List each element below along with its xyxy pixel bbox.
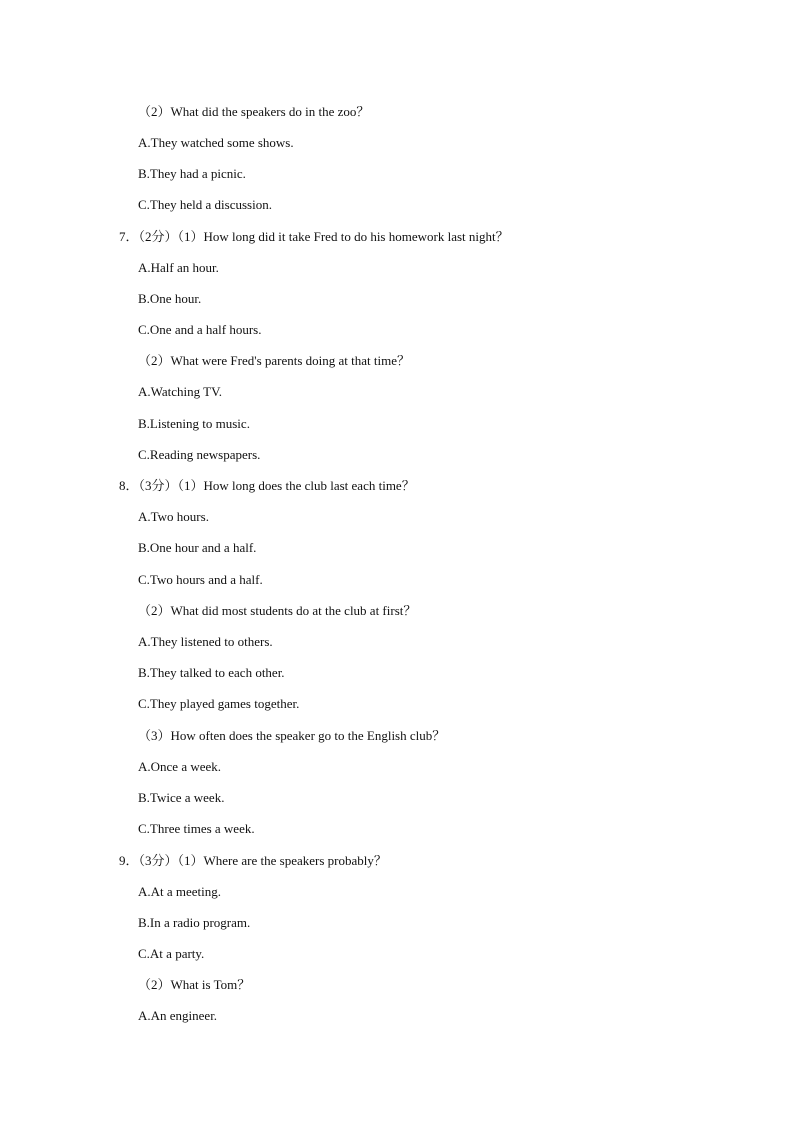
option-6-2-c: C.They held a discussion. [138,197,272,212]
option-8-1-a: A.Two hours. [138,509,209,524]
question-9-heading: 9．（3分）（1）Where are the speakers probably？ [119,853,387,868]
option-8-3-b: B.Twice a week. [138,790,225,805]
option-8-3-a: A.Once a week. [138,759,222,774]
option-6-2-a: A.They watched some shows. [138,135,294,150]
option-8-2-c: C.They played games together. [138,696,300,711]
sub-question-6-2: （2）What did the speakers do in the zoo？ [138,104,370,119]
option-9-1-c: C.At a party. [138,946,205,961]
option-8-1-c: C.Two hours and a half. [138,572,263,587]
sub-question-7-2: （2）What were Fred's parents doing at that time？ [138,353,411,368]
question-7-heading: 7．（2分）（1）How long did it take Fred to do his homework last night？ [119,229,509,244]
option-7-1-a: A.Half an hour. [138,260,219,275]
option-8-1-b: B.One hour and a half. [138,540,257,555]
option-8-2-a: A.They listened to others. [138,634,273,649]
question-8-heading: 8．（3分）（1）How long does the club last each time？ [119,478,415,493]
option-7-2-b: B.Listening to music. [138,416,250,431]
sub-question-8-3: （3）How often does the speaker go to the English club？ [138,728,446,743]
sub-question-9-2: （2）What is Tom？ [138,977,251,992]
option-7-1-c: C.One and a half hours. [138,322,262,337]
option-9-1-b: B.In a radio program. [138,915,251,930]
option-7-2-c: C.Reading newspapers. [138,447,261,462]
option-9-2-a: A.An engineer. [138,1008,218,1023]
option-7-1-b: B.One hour. [138,291,202,306]
option-7-2-a: A.Watching TV. [138,384,223,399]
sub-question-8-2: （2）What did most students do at the club at first？ [138,603,417,618]
option-8-2-b: B.They talked to each other. [138,665,285,680]
option-9-1-a: A.At a meeting. [138,884,222,899]
option-8-3-c: C.Three times a week. [138,821,255,836]
option-6-2-b: B.They had a picnic. [138,166,246,181]
